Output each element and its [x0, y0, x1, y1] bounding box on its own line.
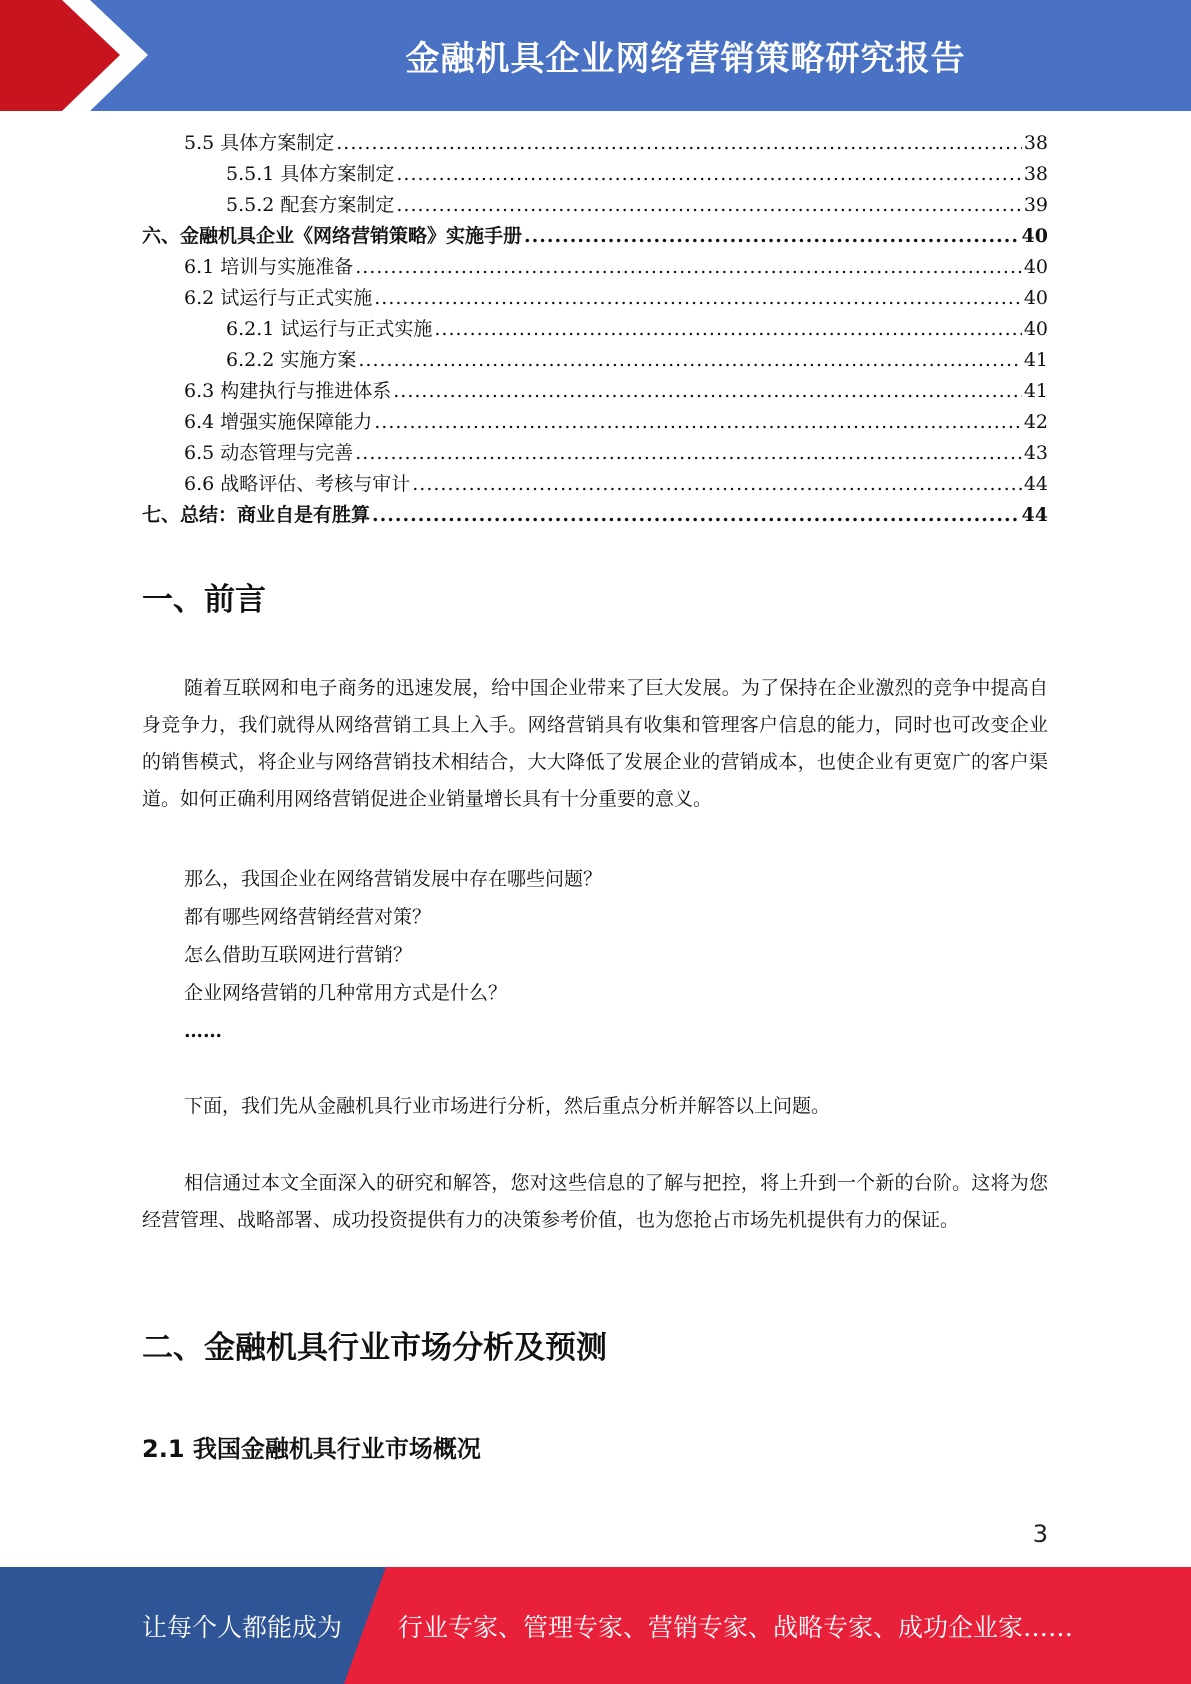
toc-entry-page: 40 [1023, 318, 1048, 340]
question-list [184, 860, 1044, 1050]
toc-leader-dots [393, 376, 1022, 407]
toc-entry-page: 40 [1021, 225, 1048, 247]
toc-entry-label: 6.3 构建执行与推进体系 [184, 380, 392, 402]
toc-leader-dots [374, 283, 1022, 314]
question-item: 企业网络营销的几种常用方式是什么？ [184, 982, 508, 1004]
toc-leader-dots [374, 407, 1022, 438]
toc-leader-dots [355, 252, 1022, 283]
toc-entry-label: 5.5.1 具体方案制定 [226, 163, 395, 185]
toc-entry[interactable] [142, 407, 1048, 438]
header-arrow-graphic [0, 0, 160, 111]
toc-entry[interactable] [142, 283, 1048, 314]
toc-leader-dots [372, 500, 1020, 531]
toc-entry-label: 六、金融机具企业《网络营销策略》实施手册 [142, 225, 523, 247]
toc-entry-page: 44 [1021, 504, 1048, 526]
toc-entry-page: 41 [1023, 349, 1048, 371]
toc-leader-dots [355, 438, 1022, 469]
question-item: 怎么借助互联网进行营销？ [184, 944, 413, 966]
toc-leader-dots [434, 314, 1021, 345]
question-item: 那么，我国企业在网络营销发展中存在哪些问题？ [184, 868, 603, 890]
toc-entry-page: 41 [1023, 380, 1048, 402]
toc-entry[interactable] [142, 190, 1048, 221]
toc-entry-page: 44 [1023, 473, 1048, 495]
toc-leader-dots [358, 345, 1021, 376]
toc-entry-label: 6.2 试运行与正式实施 [184, 287, 373, 309]
section-heading-preface: 一、前言 [142, 582, 266, 618]
toc-entry-page: 42 [1023, 411, 1048, 433]
subsection-heading-overview: 2.1 我国金融机具行业市场概况 [142, 1435, 481, 1463]
toc-entry[interactable] [142, 345, 1048, 376]
toc-entry[interactable] [142, 376, 1048, 407]
toc-entry[interactable] [142, 221, 1048, 252]
toc-entry-page: 39 [1023, 194, 1048, 216]
toc-entry[interactable] [142, 159, 1048, 190]
toc-entry[interactable] [142, 252, 1048, 283]
toc-entry[interactable] [142, 128, 1048, 159]
toc-entry-page: 38 [1023, 132, 1048, 154]
toc-entry-label: 6.2.1 试运行与正式实施 [226, 318, 433, 340]
toc-entry-label: 6.6 战略评估、考核与审计 [184, 473, 411, 495]
toc-entry[interactable] [142, 438, 1048, 469]
preface-paragraph-2: 下面，我们先从金融机具行业市场进行分析，然后重点分析并解答以上问题。 [184, 1095, 831, 1117]
toc-entry-label: 5.5 具体方案制定 [184, 132, 335, 154]
toc-leader-dots [412, 469, 1022, 500]
toc-leader-dots [396, 159, 1021, 190]
toc-entry-page: 43 [1023, 442, 1048, 464]
toc-leader-dots [524, 221, 1020, 252]
toc-entry-label: 6.1 培训与实施准备 [184, 256, 354, 278]
toc-entry-label: 6.4 增强实施保障能力 [184, 411, 373, 433]
toc-entry[interactable] [142, 469, 1048, 500]
toc-leader-dots [336, 128, 1022, 159]
page-footer [0, 1567, 1191, 1684]
toc-entry-label: 6.5 动态管理与完善 [184, 442, 354, 464]
table-of-contents [142, 128, 1048, 531]
footer-slogan-right: 行业专家、管理专家、营销专家、战略专家、成功企业家…… [398, 1612, 1074, 1642]
toc-entry-page: 40 [1023, 256, 1048, 278]
page-number: 3 [1032, 1520, 1048, 1548]
toc-entry-label: 6.2.2 实施方案 [226, 349, 357, 371]
question-item: 都有哪些网络营销经营对策？ [184, 906, 432, 928]
toc-entry-label: 七、总结：商业自是有胜算 [142, 504, 371, 526]
preface-paragraph-1: 随着互联网和电子商务的迅速发展，给中国企业带来了巨大发展。为了保持在企业激烈的竞争中提高自身竞争力，我们就得从网络营销工具上入手。网络营销具有收集和管理客户信息的能力，同时也可改变企业的销售模式，将企业与网络营销技术相结合，大大降低了发展企业的营销成本，也使企业有更宽广的客户渠道。如何正确利用网络营销促进企业销量增长具有十分重要的意义。 [142, 677, 1048, 810]
toc-entry[interactable] [142, 500, 1048, 531]
toc-entry-page: 38 [1023, 163, 1048, 185]
footer-slogan-left: 让每个人都能成为 [142, 1612, 343, 1642]
section-heading-market: 二、金融机具行业市场分析及预测 [142, 1330, 607, 1366]
preface-paragraph-3: 相信通过本文全面深入的研究和解答，您对这些信息的了解与把控，将上升到一个新的台阶。这将为您经营管理、战略部署、成功投资提供有力的决策参考价值，也为您抢占市场先机提供有力的保证。 [142, 1172, 1048, 1231]
toc-entry-page: 40 [1023, 287, 1048, 309]
toc-entry[interactable] [142, 314, 1048, 345]
toc-leader-dots [396, 190, 1021, 221]
question-ellipsis: …… [184, 1020, 222, 1042]
page-header [0, 0, 1191, 111]
report-title: 金融机具企业网络营销策略研究报告 [405, 39, 966, 79]
toc-entry-label: 5.5.2 配套方案制定 [226, 194, 395, 216]
